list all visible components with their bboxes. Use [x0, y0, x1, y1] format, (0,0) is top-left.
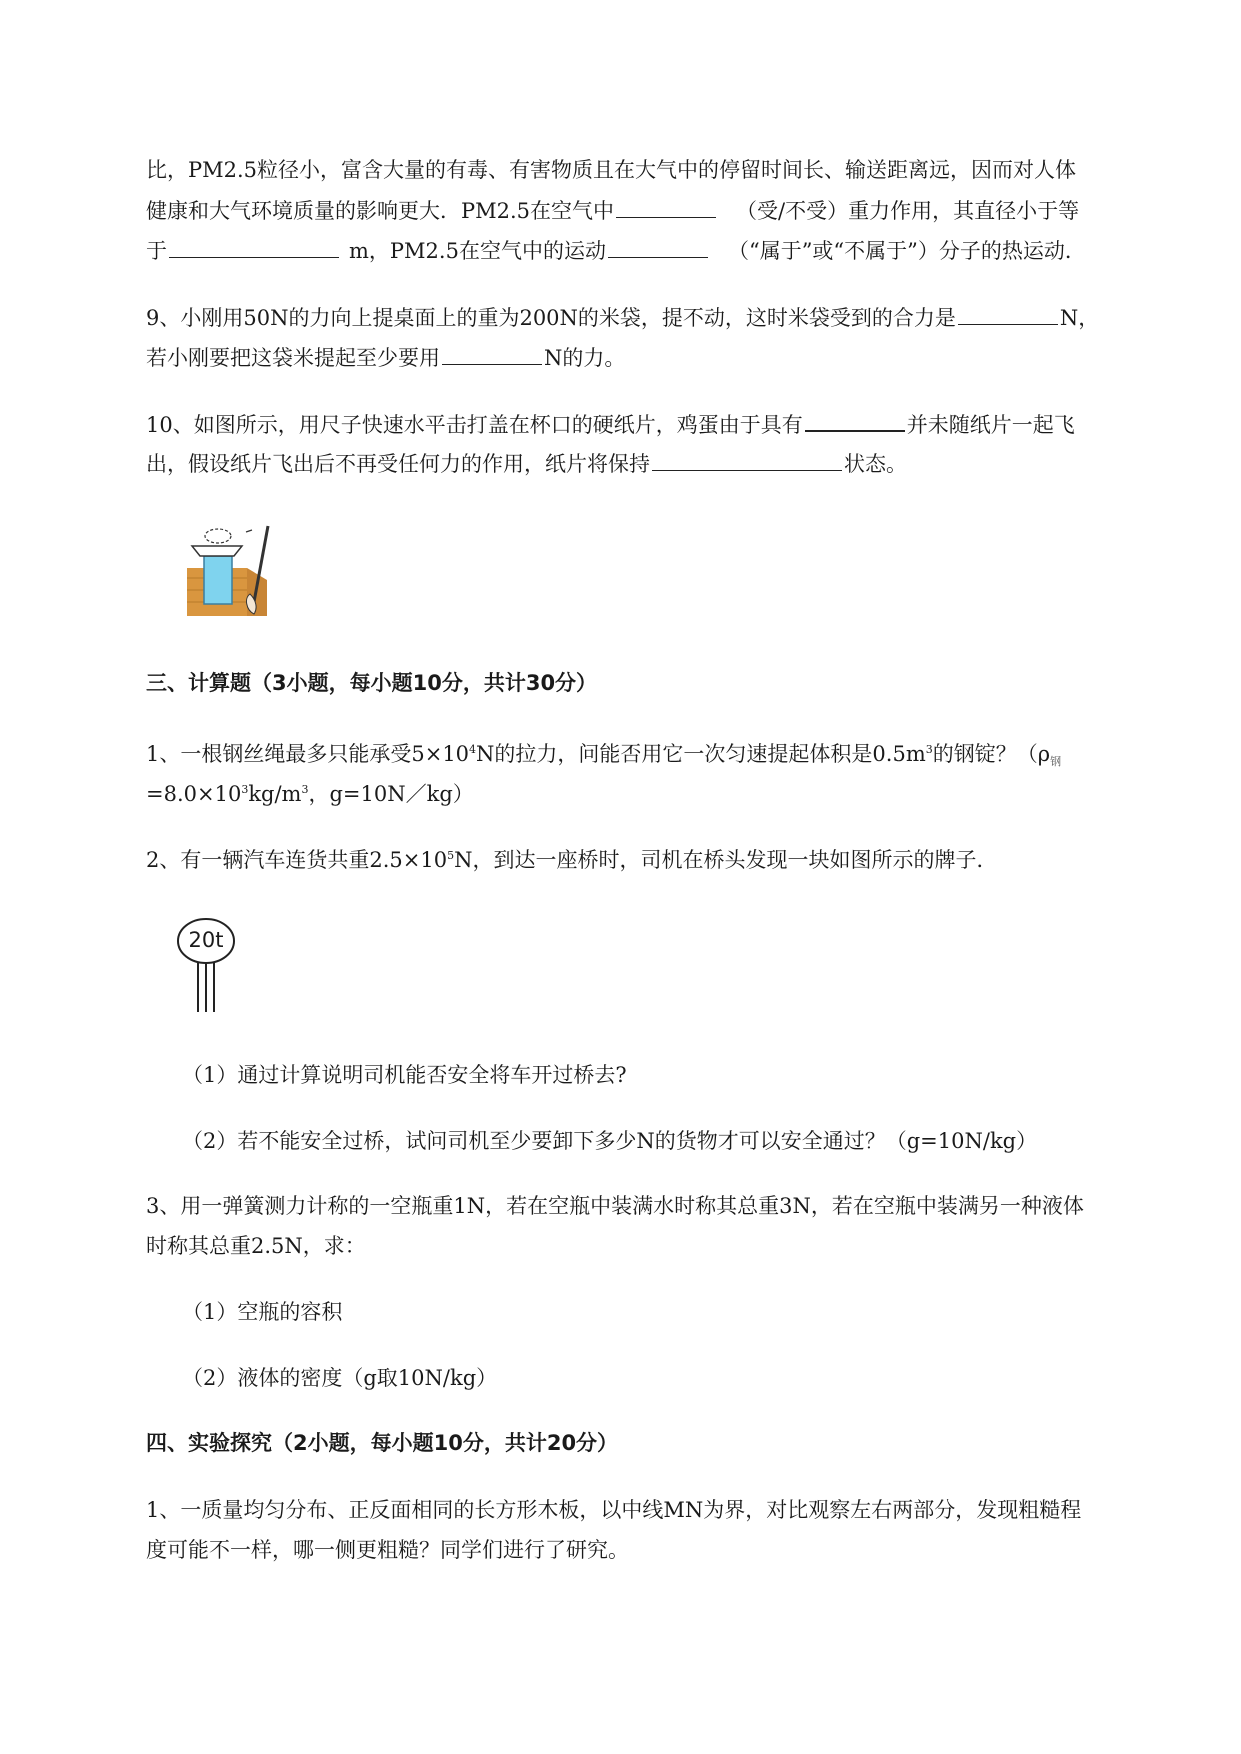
answer-blank[interactable] — [608, 235, 708, 258]
egg — [205, 529, 231, 543]
s3-q1-line2: $=8.0\times 10^3kg/m^3$，g=10N／kg） — [146, 782, 474, 806]
s3-q3-sub2: （2）液体的密度（g取10N/kg） — [182, 1366, 498, 1390]
s3-q1-line1: 1、一根钢丝绳最多只能承受$5\times 10^4N$的拉力，问能否用它一次匀速提起体积是$0.5m^3$的钢锭？（ρ钢 — [146, 742, 1062, 768]
bridge-weight-sign — [176, 912, 246, 1012]
cup-card-ruler-figure — [182, 518, 287, 618]
water-cup — [204, 556, 232, 604]
s3-q2-sub2: （2）若不能安全过桥，试问司机至少要卸下多少N的货物才可以安全通过？（g=10N/kg） — [182, 1129, 1038, 1153]
s4-q1-line1: 1、一质量均匀分布、正反面相同的长方形木板，以中线MN为界，对比观察左右两部分，发现粗糙程 — [146, 1498, 1082, 1522]
s3-q3-line2: 时称其总重2.5N，求： — [146, 1234, 366, 1258]
answer-blank[interactable] — [652, 448, 842, 471]
q9-line1: 9、小刚用50N的力向上提桌面上的重为200N的米袋，提不动，这时米袋受到的合力是 N， — [146, 302, 1099, 332]
q10-line1: 10、如图所示，用尺子快速水平击打盖在杯口的硬纸片，鸡蛋由于具有 并未随纸片一起飞 — [146, 408, 1075, 438]
s4-q1-line2: 度可能不一样，哪一侧更粗糙？同学们进行了研究。 — [146, 1538, 629, 1562]
q10-line2: 出，假设纸片飞出后不再受任何力的作用，纸片将保持 状态。 — [146, 448, 907, 478]
q8-line3: 于 m，PM2.5在空气中的运动 （“属于”或“不属于”）分子的热运动． — [146, 235, 1086, 265]
q8-line2: 健康和大气环境质量的影响更大．PM2.5在空气中 （受/不受）重力作用，其直径小于等 — [146, 195, 1079, 225]
section3-heading: 三、计算题（3小题，每小题10分，共计30分） — [146, 671, 598, 695]
s3-q2-sub1: （1）通过计算说明司机能否安全将车开过桥去? — [182, 1063, 627, 1087]
s3-q2-line1: 2、有一辆汽车连货共重$2.5\times 10^5N$，到达一座桥时，司机在桥头发现一块如图所示的牌子． — [146, 848, 998, 872]
section4-heading: 四、实验探究（2小题，每小题10分，共计20分） — [146, 1431, 619, 1455]
s3-q3-sub1: （1）空瓶的容积 — [182, 1300, 343, 1324]
sign-label: 20t — [188, 928, 224, 952]
answer-blank[interactable] — [442, 342, 542, 365]
q8-line1: 比，PM2.5粒径小，富含大量的有毒、有害物质且在大气中的停留时间长、输送距离远，因而对人体 — [146, 158, 1077, 182]
q9-line2: 若小刚要把这袋米提起至少要用 N的力。 — [146, 342, 625, 372]
answer-blank[interactable] — [616, 195, 716, 218]
answer-blank[interactable] — [169, 235, 339, 258]
s3-q3-line1: 3、用一弹簧测力计称的一空瓶重1N，若在空瓶中装满水时称其总重3N，若在空瓶中装满另一种液体 — [146, 1194, 1084, 1218]
paper-card — [192, 546, 242, 556]
answer-blank[interactable] — [958, 302, 1058, 325]
answer-blank[interactable] — [805, 408, 905, 432]
